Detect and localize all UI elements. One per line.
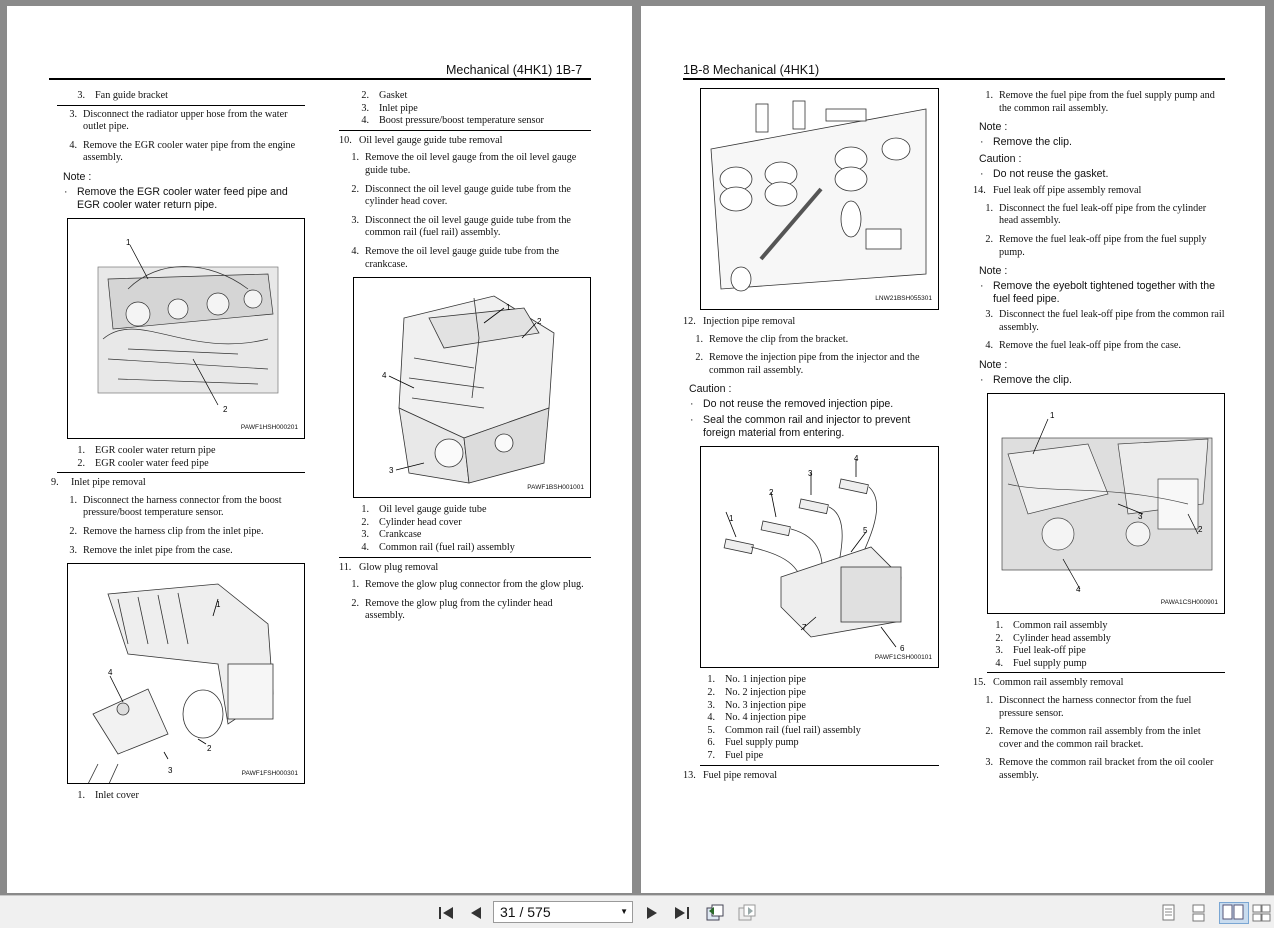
- legend-item: [987, 658, 1225, 671]
- figure-code: PAWF1FSH000301: [241, 769, 298, 777]
- item-number: 2.: [695, 352, 703, 364]
- divider: [57, 472, 305, 473]
- step-list: [973, 90, 1225, 115]
- bullet-item: · Seal the common rail and injector to prevent foreign material from entering.: [683, 414, 939, 440]
- step-list: [973, 203, 1225, 259]
- divider: [339, 130, 591, 131]
- callout-label: 4: [1076, 584, 1081, 594]
- callout-label: 4: [108, 668, 113, 678]
- leg-list: [57, 790, 305, 803]
- item-number: 3.: [361, 529, 369, 541]
- item-number: 2.: [351, 597, 359, 609]
- item-number: 1.: [77, 790, 85, 802]
- callout-label: 1: [1050, 410, 1055, 420]
- item-number: 3.: [69, 544, 77, 556]
- figure-leak-off-pipe: [987, 393, 1225, 614]
- page-header: 1B-8 Mechanical (4HK1): [683, 63, 820, 77]
- callout-label: 1: [729, 514, 734, 524]
- item-text: Common rail assembly: [1013, 619, 1108, 631]
- step-item: [973, 726, 1225, 751]
- step-item: [973, 695, 1225, 720]
- bullet-list: [973, 168, 1225, 181]
- item-text: Oil level gauge guide tube: [379, 504, 487, 516]
- step-item: [339, 246, 591, 271]
- item-number: 7.: [707, 749, 715, 761]
- callout-label: 5: [863, 526, 868, 536]
- callout-label: 4: [854, 454, 859, 464]
- item-number: 1.: [69, 494, 77, 506]
- bullet-list: [973, 136, 1225, 149]
- item-text: EGR cooler water return pipe: [95, 444, 216, 456]
- item-text: Fuel pipe: [725, 749, 764, 761]
- figure-code: PAWA1CSH000901: [1160, 599, 1218, 607]
- bullet-item: · Do not reuse the removed injection pipe.: [683, 398, 939, 411]
- legend-item: [69, 458, 305, 471]
- item-number: 2.: [77, 457, 85, 469]
- item-text: Inlet cover: [95, 790, 139, 802]
- item-number: 2.: [361, 516, 369, 528]
- item-number: 1.: [351, 579, 359, 591]
- item-number: 3.: [77, 90, 85, 101]
- item-text: Fan guide bracket: [95, 90, 168, 101]
- item-number: 4.: [361, 541, 369, 553]
- legend-item: [987, 620, 1225, 633]
- item-text: Remove the EGR cooler water pipe from the engine assembly.: [83, 139, 296, 164]
- go-forward-icon[interactable]: [737, 904, 755, 922]
- document-page-left: [7, 6, 632, 893]
- item-text: Remove the common rail bracket from the oil cooler assembly.: [999, 757, 1214, 781]
- page-number-field[interactable]: [493, 901, 633, 923]
- document-page-right: [641, 6, 1265, 893]
- legend-item: [69, 90, 305, 103]
- bullet-list: [683, 398, 939, 440]
- legend-item: [699, 687, 939, 700]
- item-number: 1.: [351, 152, 359, 164]
- header-rule: [683, 78, 1225, 80]
- item-number: 3.: [995, 645, 1003, 657]
- bullet-item: · Remove the eyebolt tightened together with the fuel feed pipe.: [973, 280, 1225, 306]
- section-heading-14: 14. Fuel leak off pipe assembly removal: [973, 185, 1142, 197]
- item-number: 4.: [351, 245, 359, 257]
- legend-item: [987, 645, 1225, 658]
- step-item: [339, 579, 591, 592]
- item-text: Remove the harness clip from the inlet pipe.: [83, 525, 264, 537]
- bullet-item: · Remove the EGR cooler water feed pipe and EGR cooler water return pipe.: [57, 186, 305, 212]
- item-text: Inlet pipe: [379, 102, 418, 114]
- injection-pipes-illustration: [701, 447, 938, 667]
- item-text: EGR cooler water feed pipe: [95, 457, 209, 469]
- item-text: No. 3 injection pipe: [725, 699, 806, 711]
- bullet-item: · Remove the clip.: [973, 136, 1225, 149]
- item-text: Cylinder head assembly: [1013, 632, 1111, 644]
- item-number: 2.: [707, 686, 715, 698]
- legend-item: [353, 542, 591, 555]
- first-page-icon[interactable]: [437, 904, 455, 922]
- item-number: 2.: [361, 90, 369, 101]
- item-text: Remove the oil level gauge guide tube from the crankcase.: [365, 245, 560, 270]
- item-text: Fuel supply pump: [725, 737, 799, 749]
- figure-code: PAWF1CSH000101: [874, 653, 932, 661]
- legend-item: [353, 103, 591, 116]
- step-list: [339, 579, 591, 623]
- figure-inlet-pipe: [67, 563, 305, 784]
- item-text: Remove the injection pipe from the injector and the common rail assembly.: [709, 352, 920, 376]
- item-text: Cylinder head cover: [379, 516, 462, 528]
- legend-item: [353, 517, 591, 530]
- step-item: [57, 545, 305, 558]
- step-list: [683, 334, 939, 378]
- section-heading-10: 10. Oil level gauge guide tube removal: [339, 134, 503, 146]
- item-number: 2.: [985, 726, 993, 738]
- legend-item: [69, 790, 305, 803]
- divider: [339, 557, 591, 558]
- item-text: Remove the fuel leak-off pipe from the fuel supply pump.: [999, 233, 1207, 258]
- section-heading-12: 12. Injection pipe removal: [683, 316, 796, 327]
- bullet-list: [973, 280, 1225, 306]
- step-list: [57, 495, 305, 557]
- item-text: Disconnect the oil level gauge guide tube from the common rail (fuel rail) assembly.: [365, 214, 571, 239]
- leg-list: [339, 504, 591, 554]
- item-text: Remove the fuel leak-off pipe from the case.: [999, 340, 1181, 352]
- item-number: 5.: [707, 724, 715, 736]
- leg-list: [683, 674, 939, 762]
- callout-label: 2: [207, 744, 212, 754]
- bullet-item: · Do not reuse the gasket.: [973, 168, 1225, 181]
- text-column: [339, 90, 591, 629]
- item-text: Crankcase: [379, 529, 422, 541]
- figure-oil-gauge: [353, 277, 591, 498]
- legend-item: [699, 674, 939, 687]
- fuel-system-illustration: [988, 394, 1224, 613]
- item-text: Boost pressure/boost temperature sensor: [379, 115, 544, 127]
- item-number: 2.: [351, 183, 359, 195]
- leg-list: [57, 90, 305, 103]
- section-heading-11: 11. Glow plug removal: [339, 561, 439, 573]
- step-item: [339, 598, 591, 623]
- text-column: [683, 88, 939, 787]
- step-item: [339, 215, 591, 240]
- leg-list: [973, 620, 1225, 670]
- step-list: [57, 109, 305, 165]
- step-item: [683, 334, 939, 347]
- note-label: Note :: [979, 121, 1008, 134]
- section-heading-13: 13. Fuel pipe removal: [683, 769, 778, 781]
- item-text: Remove the inlet pipe from the case.: [83, 544, 233, 556]
- step-item: [973, 757, 1225, 782]
- text-column: [51, 90, 305, 803]
- step-item: [683, 352, 939, 377]
- callout-label: 3: [389, 466, 394, 476]
- item-text: Remove the fuel pipe from the fuel supply pump and the common rail assembly.: [999, 90, 1215, 114]
- caution-label: Caution :: [689, 383, 732, 396]
- note-label: Note :: [63, 170, 92, 183]
- leg-list: [339, 90, 591, 128]
- item-number: 1.: [361, 504, 369, 516]
- item-number: 2.: [995, 632, 1003, 644]
- engine-illustration: [68, 219, 304, 438]
- item-number: 2.: [69, 525, 77, 537]
- callout-label: 1: [126, 237, 131, 247]
- callout-label: 2: [223, 404, 228, 414]
- item-text: Disconnect the oil level gauge guide tube from the cylinder head cover.: [365, 183, 571, 208]
- page-indicator: 31 / 575: [500, 904, 551, 920]
- item-text: Gasket: [379, 90, 408, 101]
- next-page-icon[interactable]: [643, 904, 661, 922]
- bullet-list: [57, 186, 305, 212]
- step-item: [973, 203, 1225, 228]
- text-column: [973, 90, 1225, 788]
- item-number: 4.: [69, 139, 77, 151]
- facing-view-icon[interactable]: [1219, 902, 1249, 924]
- item-text: Remove the glow plug connector from the glow plug.: [365, 579, 584, 591]
- divider: [57, 105, 305, 106]
- section-heading-9: 9. Inlet pipe removal: [51, 477, 146, 489]
- item-text: Disconnect the fuel leak-off pipe from the cylinder head assembly.: [999, 202, 1207, 227]
- step-item: [57, 109, 305, 134]
- go-back-icon[interactable]: [705, 904, 723, 922]
- step-item: [973, 234, 1225, 259]
- item-text: Disconnect the radiator upper hose from the water outlet pipe.: [83, 108, 288, 133]
- item-number: 4.: [707, 712, 715, 724]
- figure-code: LNW21BSH055301: [875, 295, 932, 303]
- item-number: 1.: [995, 619, 1003, 631]
- single-page-view-icon[interactable]: [1161, 904, 1179, 922]
- item-text: No. 1 injection pipe: [725, 674, 806, 686]
- callout-label: 3: [808, 469, 813, 479]
- item-number: 3.: [707, 699, 715, 711]
- caution-label: Caution :: [979, 153, 1022, 166]
- item-number: 1.: [77, 444, 85, 456]
- callout-label: 7: [802, 623, 807, 633]
- item-text: Common rail (fuel rail) assembly: [725, 724, 861, 736]
- step-list: [339, 152, 591, 271]
- callout-label: 1: [506, 303, 511, 313]
- item-text: Disconnect the fuel leak-off pipe from the common rail assembly.: [999, 309, 1225, 333]
- item-number: 1.: [695, 333, 703, 345]
- item-text: Fuel supply pump: [1013, 657, 1087, 669]
- bullet-list: [973, 374, 1225, 387]
- item-number: 1.: [985, 90, 993, 101]
- legend-item: [699, 725, 939, 738]
- legend-item: [699, 737, 939, 750]
- item-number: 4.: [985, 340, 993, 352]
- figure-code: PAWF1HSH000201: [240, 424, 298, 432]
- legend-item: [699, 750, 939, 763]
- prev-page-icon[interactable]: [467, 904, 485, 922]
- figure-injection-pipes: [700, 446, 939, 668]
- step-item: [973, 90, 1225, 115]
- item-number: 1.: [707, 674, 715, 686]
- callout-label: 3: [1138, 511, 1143, 521]
- callout-label: 2: [769, 488, 774, 498]
- continuous-view-icon[interactable]: [1191, 904, 1209, 922]
- step-list: [973, 695, 1225, 783]
- callout-label: 4: [382, 371, 387, 381]
- section-heading-15: 15. Common rail assembly removal: [973, 677, 1124, 689]
- step-item: [973, 340, 1225, 353]
- item-text: Disconnect the harness connector from the boost pressure/boost temperature sensor.: [83, 494, 282, 519]
- callout-label: 3: [168, 766, 173, 776]
- legend-item: [699, 712, 939, 725]
- continuous-facing-view-icon[interactable]: [1252, 904, 1270, 922]
- callout-label: 2: [1198, 524, 1203, 534]
- item-number: 3.: [985, 309, 993, 321]
- legend-item: [353, 529, 591, 542]
- chevron-down-icon[interactable]: ▼: [620, 907, 628, 916]
- figure-injectors: [700, 88, 939, 310]
- item-number: 4.: [995, 657, 1003, 669]
- step-item: [57, 140, 305, 165]
- item-text: No. 2 injection pipe: [725, 686, 806, 698]
- legend-item: [699, 700, 939, 713]
- step-item: [339, 152, 591, 177]
- item-text: Disconnect the harness connector from the fuel pressure sensor.: [999, 694, 1192, 719]
- item-text: Fuel leak-off pipe: [1013, 645, 1086, 657]
- legend-item: [353, 115, 591, 128]
- item-number: 3.: [361, 102, 369, 114]
- note-label: Note :: [979, 265, 1008, 278]
- item-number: 4.: [361, 115, 369, 127]
- callout-label: 1: [216, 600, 221, 610]
- item-number: 3.: [351, 214, 359, 226]
- callout-label: 6: [900, 644, 905, 654]
- figure-code: PAWF1BSH001001: [527, 483, 584, 491]
- step-item: [57, 495, 305, 520]
- last-page-icon[interactable]: [673, 904, 691, 922]
- item-text: Remove the common rail assembly from the inlet cover and the common rail bracket.: [999, 726, 1201, 750]
- callout-label: 2: [537, 317, 542, 327]
- leg-list: [57, 445, 305, 470]
- step-item: [973, 309, 1225, 334]
- item-number: 6.: [707, 737, 715, 749]
- inlet-pipe-illustration: [68, 564, 304, 783]
- legend-item: [987, 633, 1225, 646]
- engine-block-illustration: [354, 278, 590, 497]
- viewer-toolbar: [0, 895, 1274, 928]
- note-label: Note :: [979, 358, 1008, 371]
- item-number: 2.: [985, 233, 993, 245]
- item-text: Remove the oil level gauge from the oil level gauge guide tube.: [365, 152, 577, 176]
- step-item: [339, 184, 591, 209]
- step-list: [973, 309, 1225, 353]
- bullet-item: · Remove the clip.: [973, 374, 1225, 387]
- item-text: Common rail (fuel rail) assembly: [379, 541, 515, 553]
- item-number: 1.: [985, 694, 993, 706]
- item-number: 3.: [985, 757, 993, 769]
- item-number: 3.: [69, 108, 77, 120]
- page-header: Mechanical (4HK1) 1B-7: [446, 63, 583, 77]
- header-rule: [49, 78, 591, 80]
- legend-item: [353, 504, 591, 517]
- item-number: 1.: [985, 202, 993, 214]
- divider: [700, 765, 939, 766]
- item-text: Remove the clip from the bracket.: [709, 333, 849, 345]
- item-text: No. 4 injection pipe: [725, 712, 806, 724]
- cylinder-head-illustration: [701, 89, 938, 309]
- legend-item: [353, 90, 591, 103]
- legend-item: [69, 445, 305, 458]
- step-item: [57, 526, 305, 539]
- item-text: Remove the glow plug from the cylinder head assembly.: [365, 597, 553, 622]
- divider: [987, 672, 1225, 673]
- figure-egr-cooler: [67, 218, 305, 439]
